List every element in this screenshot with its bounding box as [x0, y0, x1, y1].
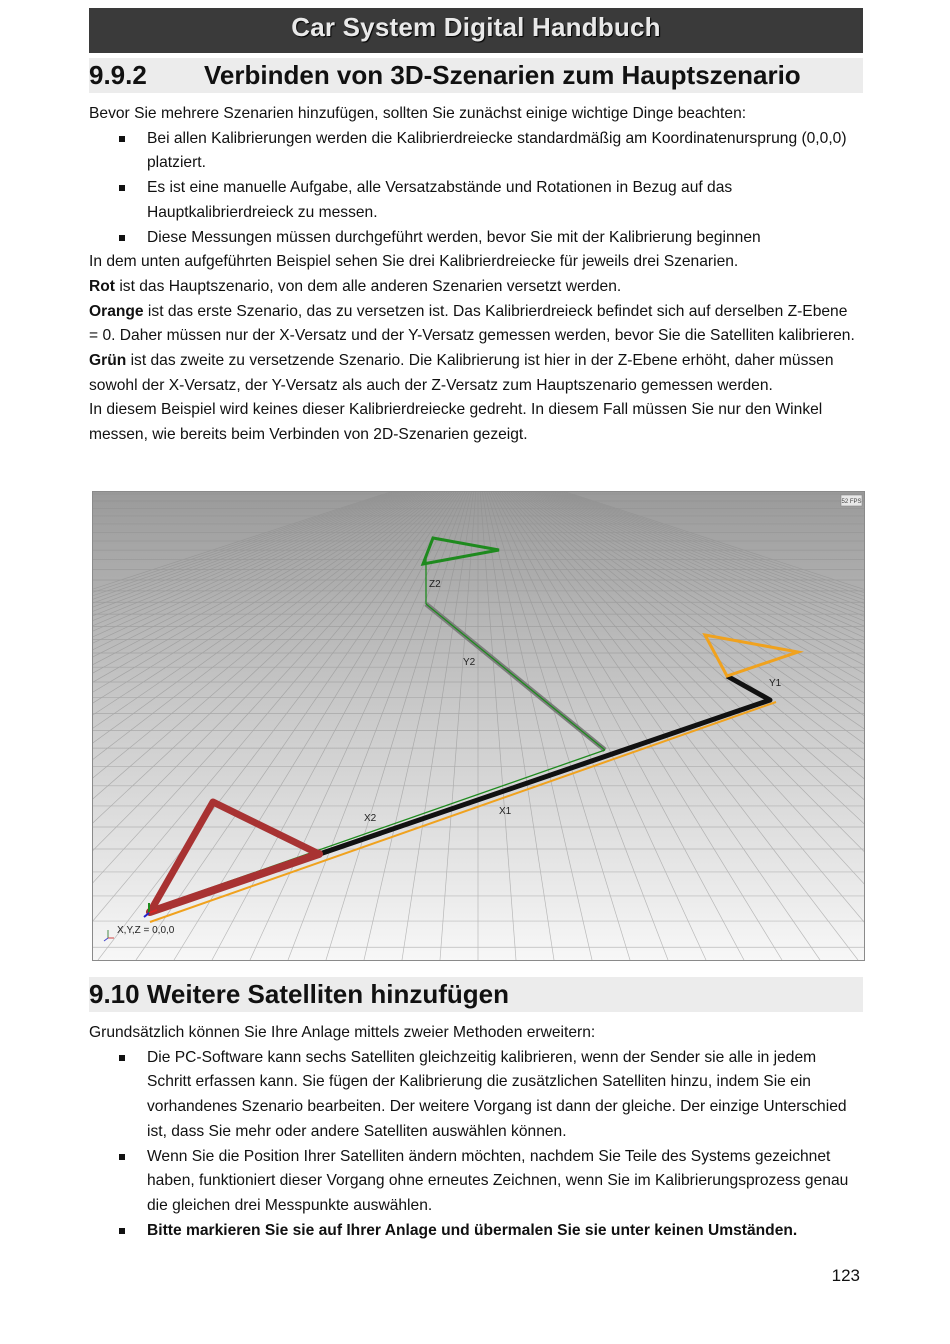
section-heading-9-9-2: [89, 58, 863, 93]
y1-label: Y1: [769, 678, 782, 689]
gruen-paragraph: [89, 349, 859, 398]
calibration-3d-figure: [92, 491, 865, 961]
list-item: Bitte markieren Sie sie auf Ihrer Anlage und übermalen Sie sie unter keinen Umständen.: [147, 1219, 859, 1244]
y2-label: Y2: [463, 657, 476, 668]
bullet-list: [89, 1046, 859, 1244]
list-item: Bei allen Kalibrierungen werden die Kalibrierdreiecke standardmäßig am Koordinatenursprung (0,0,0) platziert.: [147, 127, 859, 176]
intro-paragraph: Bevor Sie mehrere Szenarien hinzufügen, sollten Sie zunächst einige wichtige Dinge beachten:: [89, 105, 747, 122]
section-body-9-9-2: [89, 102, 859, 448]
example-paragraph: In dem unten aufgeführten Beispiel sehen Sie drei Kalibrierdreiecke für jeweils drei Szenarien.: [89, 253, 739, 271]
gruen-label: Grün: [89, 352, 127, 370]
closing-paragraph: In diesem Beispiel wird keines dieser Kalibrierdreiecke gedreht. In diesem Fall müssen Sie nur den Winkel messen, wie bereits beim Verbinden von 2D-Szenarien gezeigt.: [89, 401, 823, 444]
bullet-list: [89, 127, 859, 251]
rot-text: ist das Hauptszenario, von dem alle anderen Szenarien versetzt werden.: [114, 277, 622, 295]
fps-label: 52 FPS: [841, 499, 862, 505]
x2-label: X2: [364, 813, 377, 824]
list-item: Es ist eine manuelle Aufgabe, alle Versatzabstände und Rotationen in Bezug auf das Hauptkalibrierdreieck zu messen.: [147, 176, 859, 225]
section-heading-9-10: [89, 977, 863, 1012]
z2-label: Z2: [429, 579, 441, 590]
list-item: Wenn Sie die Position Ihrer Satelliten ändern möchten, nachdem Sie Teile des Systems gezeichnet haben, funktioniert dieser Vorgang ohne erneutes Zeichnen, wenn Sie im Kalibrierungsprozess genau die gleichen drei Messpunkte auswählen.: [147, 1145, 859, 1219]
origin-label: X,Y,Z = 0,0,0: [117, 925, 175, 936]
section-title: Weitere Satelliten hinzufügen: [146, 979, 509, 1009]
orange-label: Orange: [89, 302, 144, 320]
section-title: Verbinden von 3D-Szenarien zum Hauptszenario: [204, 60, 801, 90]
page-number: 123: [831, 1266, 860, 1285]
scene-canvas: [93, 492, 864, 960]
list-item: Die PC-Software kann sechs Satelliten gleichzeitig kalibrieren, wenn der Sender sie alle in jedem Schritt erfassen kann. Sie fügen der Kalibrierung die zusätzlichen Satelliten hinzu, indem Sie ein vorhandenes Szenario bearbeiten. Der weitere Vorgang ist dann der gleiche. Der einzige Unterschied ist, dass Sie mehr oder andere Satelliten auswählen können.: [147, 1046, 859, 1145]
orange-text: ist das erste Szenario, das zu versetzen ist. Das Kalibrierdreieck befindet sich auf derselben Z-Ebene = 0. Daher müssen nur der X-Versatz und der Y-Versatz gemessen werden, bevor Sie die Satelliten kalibrieren.: [89, 302, 855, 345]
orange-paragraph: [89, 300, 859, 349]
gruen-text: ist das zweite zu versetzende Szenario. Die Kalibrierung ist hier in der Z-Ebene erhöht, daher müssen sowohl der X-Versatz, der Y-Versatz als auch der Z-Versatz zum Hauptszenario gemessen werden.: [89, 352, 834, 394]
x1-label: X1: [499, 806, 512, 817]
intro-paragraph: Grundsätzlich können Sie Ihre Anlage mittels zweier Methoden erweitern:: [89, 1024, 596, 1041]
section-number: 9.9.2: [89, 60, 147, 90]
rot-label: Rot: [89, 277, 115, 295]
list-item: Diese Messungen müssen durchgeführt werden, bevor Sie mit der Kalibrierung beginnen: [147, 226, 859, 251]
document-header: Car System Digital Handbuch: [89, 8, 863, 53]
section-number: 9.10: [89, 979, 140, 1009]
rot-paragraph: [89, 275, 859, 300]
section-body-9-10: [89, 1021, 859, 1243]
